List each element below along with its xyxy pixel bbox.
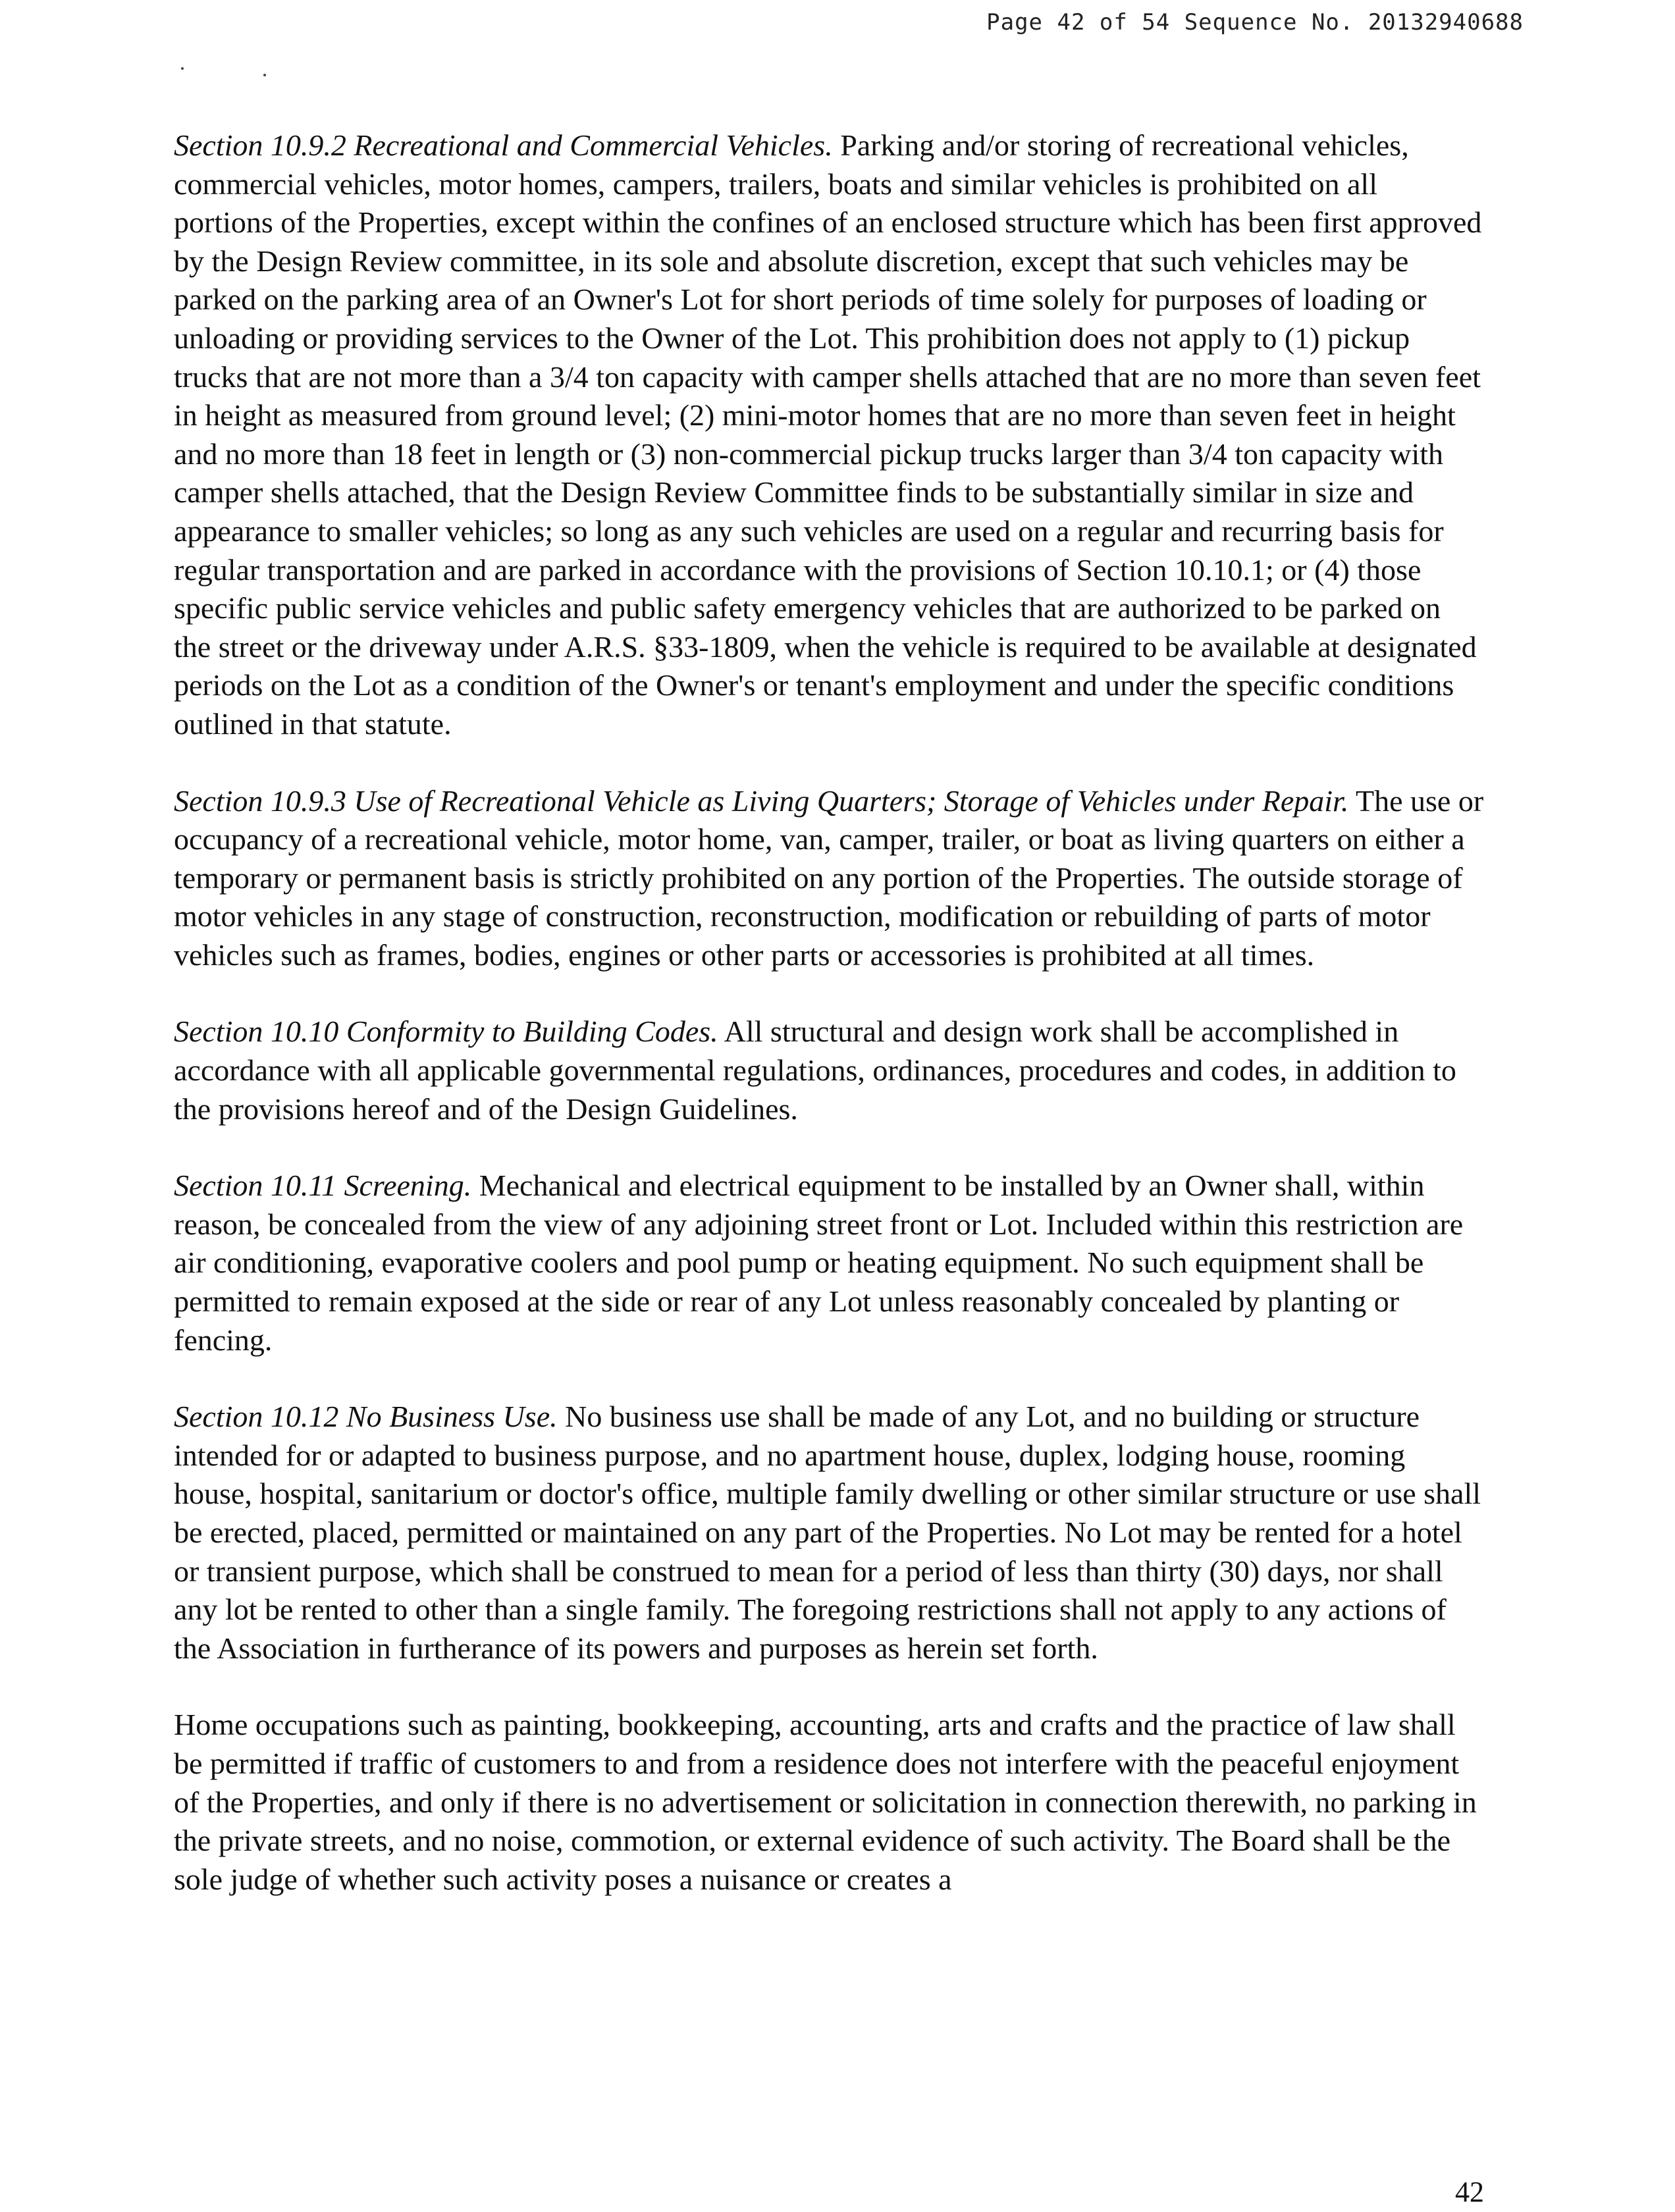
section-10-11 <box>174 1167 1484 1359</box>
page-sequence-header: Page 42 of 54 Sequence No. 20132940688 <box>986 9 1524 36</box>
section-10-10 <box>174 1013 1484 1128</box>
section-title: Section 10.11 Screening. <box>174 1169 472 1203</box>
section-body: Mechanical and electrical equipment to be installed by an Owner shall, within reason, be concealed from the view of any adjoining street front or Lot. Included within this restriction are air conditioning, evaporative coolers and pool pump or heating equipment. No such equipment shall be permitted to remain exposed at the side or rear of any Lot unless reasonably concealed by planting or fencing. <box>174 1169 1464 1357</box>
section-10-12 <box>174 1398 1484 1668</box>
section-body: The use or occupancy of a recreational vehicle, motor home, van, camper, trailer, or boat as living quarters on either a temporary or permanent basis is strictly prohibited on any portion of the Properties. The outside storage of motor vehicles in any stage of construction, reconstruction, modification or rebuilding of parts of motor vehicles such as frames, bodies, engines or other parts or accessories is prohibited at all times. <box>174 783 1484 972</box>
page-number: 42 <box>1455 2176 1484 2208</box>
section-10-9-2 <box>174 126 1484 744</box>
section-title: Section 10.9.2 Recreational and Commercial Vehicles. <box>174 128 833 162</box>
document-body <box>174 126 1484 1899</box>
home-occupations-paragraph: Home occupations such as painting, bookkeeping, accounting, arts and crafts and the practice of law shall be permitted if traffic of customers to and from a residence does not interfere with the peaceful enjoyment of the Properties, and only if there is no advertisement or solicitation in connection therewith, no parking in the private streets, and no noise, commotion, or external evidence of such activity. The Board shall be the sole judge of whether such activity poses a nuisance or creates a <box>174 1708 1477 1896</box>
section-10-9-3 <box>174 782 1484 975</box>
scan-speck <box>181 67 184 70</box>
scan-specks <box>181 66 273 79</box>
section-title: Section 10.10 Conformity to Building Codes. <box>174 1014 718 1049</box>
section-body: No business use shall be made of any Lot, and no building or structure intended for or adapted to business purpose, and no apartment house, duplex, lodging house, rooming house, hospital, sanitarium or doctor's office, multiple family dwelling or other similar structure or use shall be erected, placed, permitted or maintained on any part of the Properties. No Lot may be rented for a hotel or transient purpose, which shall be construed to mean for a period of less than thirty (30) days, nor shall any lot be rented to other than a single family. The foregoing restrictions shall not apply to any actions of the Association in furtherance of its powers and purposes as herein set forth. <box>174 1400 1481 1665</box>
section-title: Section 10.12 No Business Use. <box>174 1400 558 1434</box>
scan-speck <box>263 74 266 76</box>
section-body: All structural and design work shall be accomplished in accordance with all applicable governmental regulations, ordinances, procedures and codes, in addition to the provisions hereof and of the Design Guidelines. <box>174 1014 1456 1126</box>
section-title: Section 10.9.3 Use of Recreational Vehicle as Living Quarters; Storage of Vehicles under Repair. <box>174 783 1349 818</box>
section-body: Parking and/or storing of recreational vehicles, commercial vehicles, motor homes, campers, trailers, boats and similar vehicles is prohibited on all portions of the Properties, except within the confines of an enclosed structure which has been first approved by the Design Review committee, in its sole and absolute discretion, except that such vehicles may be parked on the parking area of an Owner's Lot for short periods of time solely for purposes of loading or unloading or providing services to the Owner of the Lot. This prohibition does not apply to (1) pickup trucks that are not more than a 3/4 ton capacity with camper shells attached that are no more than seven feet in height as measured from ground level; (2) mini-motor homes that are no more than seven feet in height and no more than 18 feet in length or (3) non-commercial pickup trucks larger than 3/4 ton capacity with camper shells attached, that the Design Review Committee finds to be substantially similar in size and appearance to smaller vehicles; so long as any such vehicles are used on a regular and recurring basis for regular transportation and are parked in accordance with the provisions of Section 10.10.1; or (4) those specific public service vehicles and public safety emergency vehicles that are authorized to be parked on the street or the driveway under A.R.S. §33-1809, when the vehicle is required to be available at designated periods on the Lot as a condition of the Owner's or tenant's employment and under the specific conditions outlined in that statute. <box>174 128 1482 741</box>
